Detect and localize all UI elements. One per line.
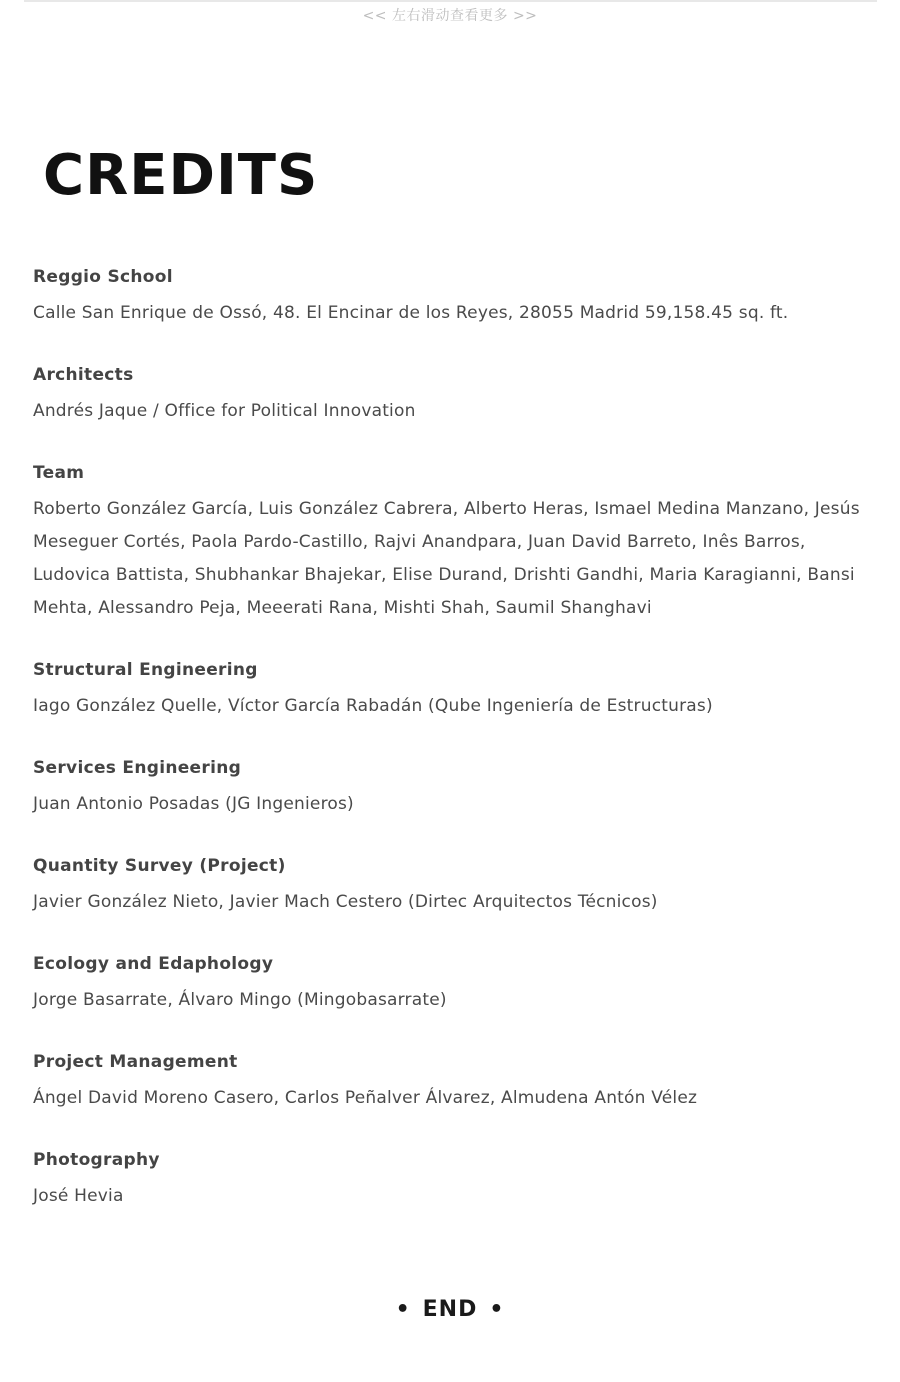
credit-body: Jorge Basarrate, Álvaro Mingo (Mingobasarrate) xyxy=(33,990,447,1010)
top-divider xyxy=(24,0,877,2)
credit-heading: Project Management xyxy=(33,1052,238,1072)
credit-heading: Reggio School xyxy=(33,267,173,287)
credit-section-ecology xyxy=(33,951,878,1017)
credit-heading: Photography xyxy=(33,1150,160,1170)
credit-heading: Architects xyxy=(33,365,134,385)
credit-section-architects xyxy=(33,362,878,428)
credit-heading: Structural Engineering xyxy=(33,660,258,680)
credits-list xyxy=(33,264,878,1245)
credit-heading: Quantity Survey (Project) xyxy=(33,856,286,876)
credit-body: José Hevia xyxy=(33,1186,124,1206)
credit-body: Andrés Jaque / Office for Political Innovation xyxy=(33,401,416,421)
credit-heading: Team xyxy=(33,463,85,483)
credit-heading: Services Engineering xyxy=(33,758,242,778)
credit-section-project-management xyxy=(33,1049,878,1115)
end-label: END xyxy=(422,1297,478,1322)
credit-body: Ángel David Moreno Casero, Carlos Peñalver Álvarez, Almudena Antón Vélez xyxy=(33,1088,698,1108)
bullet-dot-icon: • xyxy=(395,1297,411,1322)
credit-section-team xyxy=(33,460,878,625)
credit-body: Javier González Nieto, Javier Mach Cestero (Dirtec Arquitectos Técnicos) xyxy=(33,892,658,912)
credit-section-quantity-survey xyxy=(33,853,878,919)
credit-section-reggio-school xyxy=(33,264,878,330)
credit-section-structural-engineering xyxy=(33,657,878,723)
credit-heading: Ecology and Edaphology xyxy=(33,954,274,974)
credit-body: Calle San Enrique de Ossó, 48. El Encinar de los Reyes, 28055 Madrid 59,158.45 sq. ft. xyxy=(33,303,789,323)
bullet-dot-icon: • xyxy=(489,1297,505,1322)
credit-body: Roberto González García, Luis González Cabrera, Alberto Heras, Ismael Medina Manzano, Jesús Meseguer Cortés, Paola Pardo-Castillo, Rajvi Anandpara, Juan David Barreto, Inês Barros, Ludovica Battista, Shubhankar Bhajekar, Elise Durand, Drishti Gandhi, Maria Karagianni, Bansi Mehta, Alessandro Peja, Meeerati Rana, Mishti Shah, Saumil Shanghavi xyxy=(33,499,860,618)
credit-section-services-engineering xyxy=(33,755,878,821)
page-title: CREDITS xyxy=(43,143,319,208)
credit-section-photography xyxy=(33,1147,878,1213)
end-marker xyxy=(0,1297,900,1322)
swipe-hint: << 左右滑动查看更多 >> xyxy=(362,8,538,24)
credit-body: Iago González Quelle, Víctor García Rabadán (Qube Ingeniería de Estructuras) xyxy=(33,696,713,716)
credit-body: Juan Antonio Posadas (JG Ingenieros) xyxy=(33,794,354,814)
